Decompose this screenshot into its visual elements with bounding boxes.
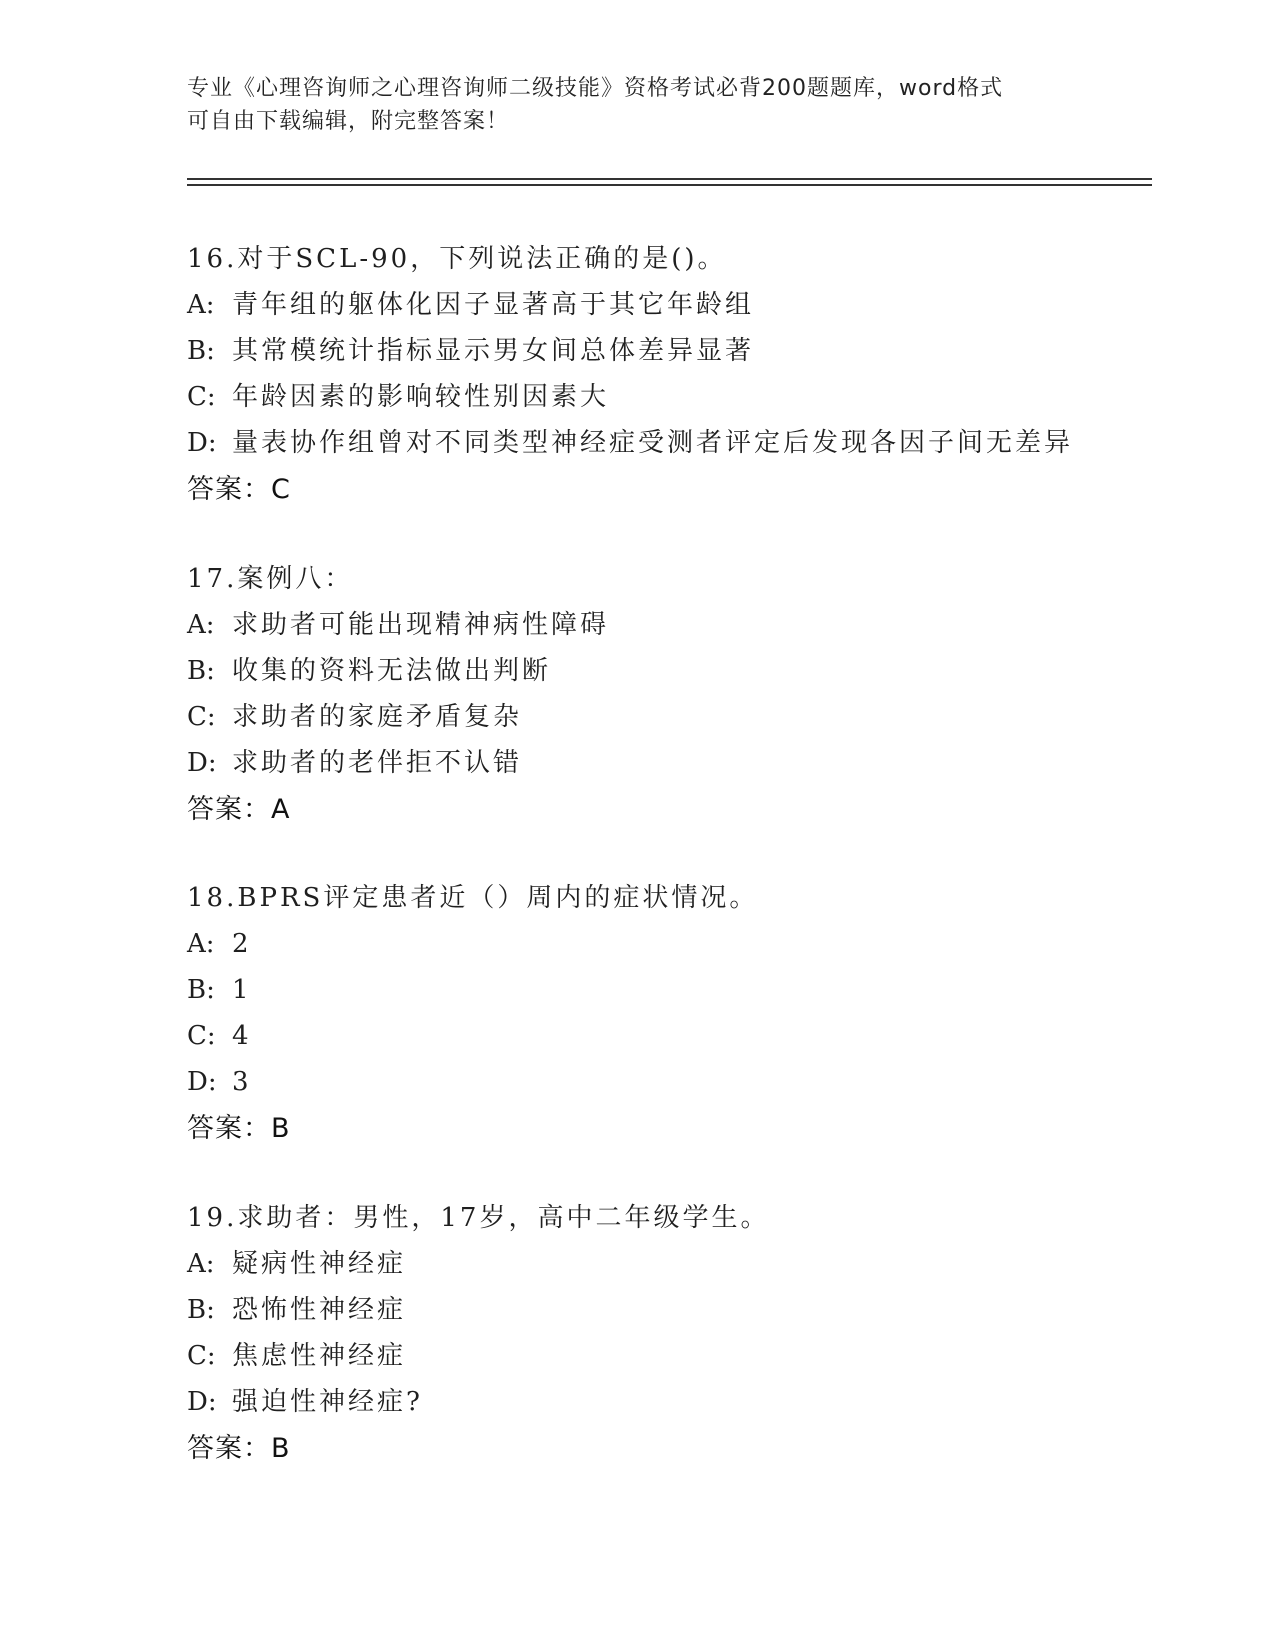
option-b: [187, 328, 1187, 374]
document-header: [187, 72, 1087, 138]
question-text: 求助者：男性，17岁，高中二年级学生。: [237, 1203, 770, 1233]
option-text: 疑病性神经症: [232, 1249, 407, 1279]
option-letter: C:: [187, 1341, 216, 1371]
option-text: 恐怖性神经症: [232, 1295, 407, 1325]
option-a: [187, 921, 1187, 967]
option-b: [187, 967, 1187, 1013]
option-c: [187, 1333, 1187, 1379]
question-text: BPRS评定患者近（）周内的症状情况。: [237, 883, 759, 913]
answer-label: 答案：: [187, 1113, 271, 1144]
answer-line: [187, 1425, 1187, 1473]
option-letter: B:: [187, 336, 215, 366]
option-d: [187, 1059, 1187, 1105]
option-letter: A:: [187, 1249, 215, 1279]
answer-label: 答案：: [187, 474, 271, 505]
answer-line: [187, 786, 1187, 834]
option-text: 收集的资料无法做出判断: [232, 656, 552, 686]
answer-label: 答案：: [187, 1433, 271, 1464]
option-d: [187, 740, 1187, 786]
option-a: [187, 1241, 1187, 1287]
question-19: [187, 1195, 1187, 1473]
option-text: 年龄因素的影响较性别因素大: [232, 382, 610, 412]
option-a: [187, 602, 1187, 648]
option-d: [187, 420, 1187, 466]
option-text: 其常模统计指标显示男女间总体差异显著: [232, 336, 755, 366]
option-letter: D:: [187, 1387, 217, 1417]
option-text: 2: [232, 929, 252, 959]
option-letter: C:: [187, 382, 216, 412]
answer-value: C: [271, 474, 291, 505]
option-letter: A:: [187, 610, 215, 640]
option-a: [187, 282, 1187, 328]
option-text: 1: [232, 975, 252, 1005]
question-16: [187, 236, 1187, 514]
header-divider-bottom: [187, 184, 1152, 186]
header-divider-top: [187, 178, 1152, 180]
option-text: 求助者的老伴拒不认错: [232, 748, 523, 778]
question-number: 19.: [187, 1203, 238, 1233]
answer-label: 答案：: [187, 794, 271, 825]
question-number: 17.: [187, 564, 238, 594]
answer-line: [187, 1105, 1187, 1153]
option-text: 焦虑性神经症: [232, 1341, 407, 1371]
question-stem: [187, 556, 1187, 602]
option-text: 求助者的家庭矛盾复杂: [232, 702, 523, 732]
option-c: [187, 694, 1187, 740]
question-stem: [187, 236, 1187, 282]
option-text: 4: [232, 1021, 252, 1051]
question-18: [187, 875, 1187, 1153]
option-letter: B:: [187, 1295, 215, 1325]
option-letter: D:: [187, 428, 217, 458]
option-text: 青年组的躯体化因子显著高于其它年龄组: [232, 290, 755, 320]
question-stem: [187, 1195, 1187, 1241]
header-line-2: 可自由下载编辑，附完整答案！: [187, 109, 510, 134]
option-c: [187, 1013, 1187, 1059]
answer-value: B: [271, 1113, 291, 1144]
question-text: 案例八：: [237, 564, 354, 594]
option-text: 3: [232, 1067, 252, 1097]
option-text: 求助者可能出现精神病性障碍: [232, 610, 610, 640]
answer-value: B: [271, 1433, 291, 1464]
option-b: [187, 648, 1187, 694]
option-letter: A:: [187, 290, 215, 320]
question-number: 18.: [187, 883, 238, 913]
option-letter: D:: [187, 748, 217, 778]
option-letter: C:: [187, 702, 216, 732]
option-letter: B:: [187, 656, 215, 686]
option-text: 强迫性神经症?: [232, 1387, 423, 1417]
header-line-1: 专业《心理咨询师之心理咨询师二级技能》资格考试必背200题题库，word格式: [187, 76, 1004, 101]
question-number: 16.: [187, 244, 238, 274]
answer-line: [187, 466, 1187, 514]
option-letter: B:: [187, 975, 215, 1005]
question-17: [187, 556, 1187, 834]
option-letter: A:: [187, 929, 215, 959]
question-stem: [187, 875, 1187, 921]
option-d: [187, 1379, 1187, 1425]
option-letter: D:: [187, 1067, 217, 1097]
option-text: 量表协作组曾对不同类型神经症受测者评定后发现各因子间无差异: [232, 428, 1074, 458]
answer-value: A: [271, 794, 291, 825]
option-letter: C:: [187, 1021, 216, 1051]
option-b: [187, 1287, 1187, 1333]
question-text: 对于SCL-90，下列说法正确的是()。: [237, 244, 727, 274]
option-c: [187, 374, 1187, 420]
